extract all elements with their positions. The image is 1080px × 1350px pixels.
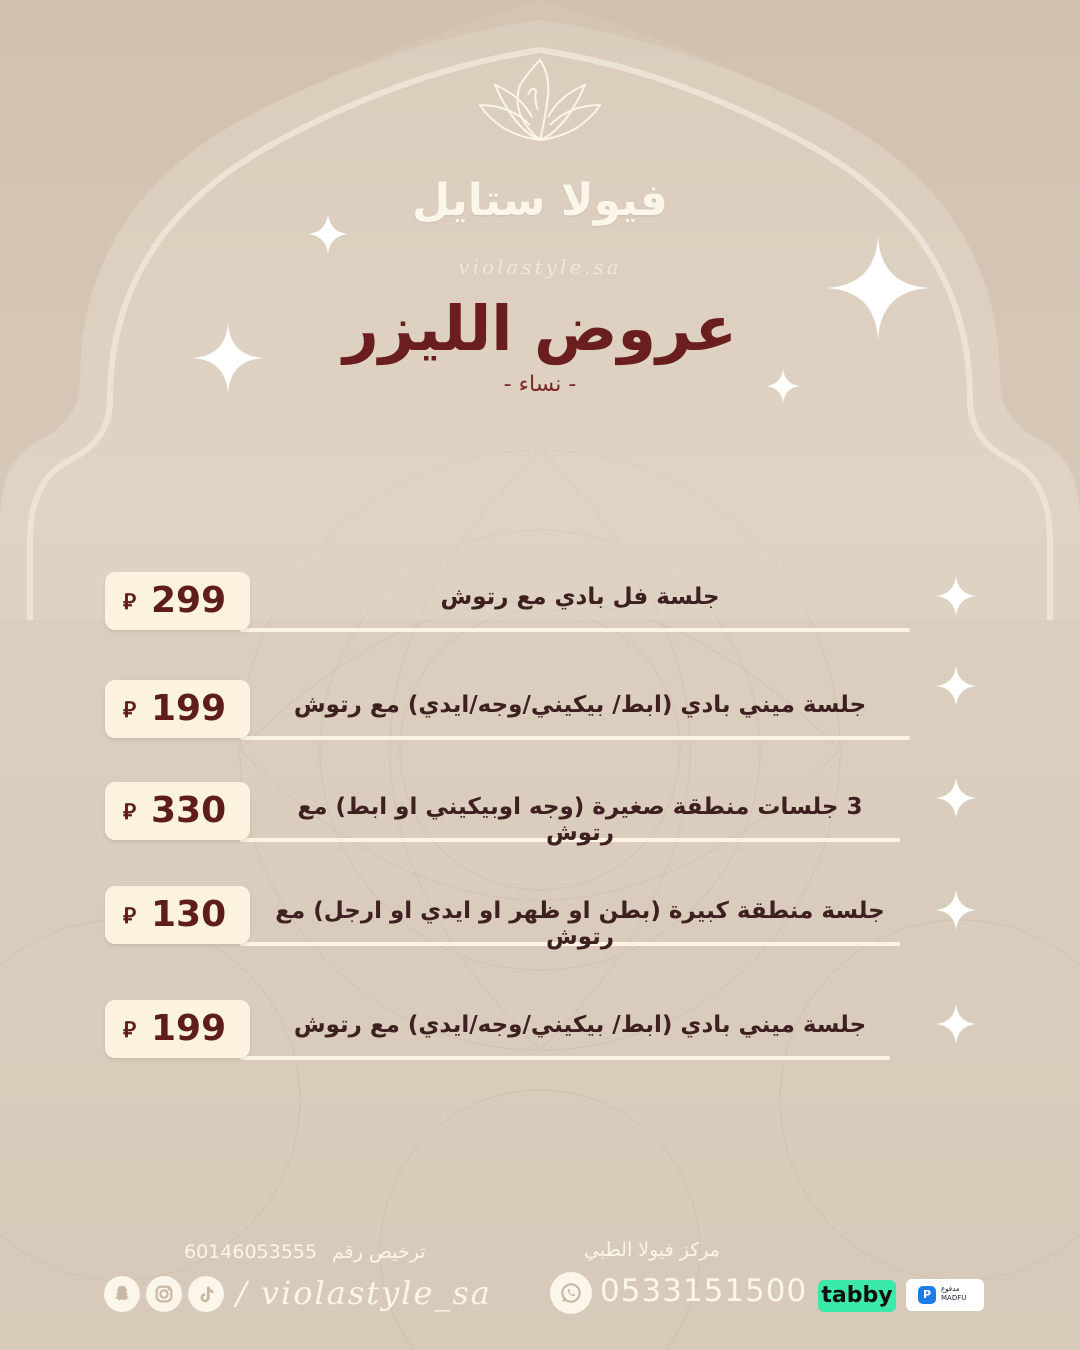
- phone-number[interactable]: 0533151500: [600, 1273, 808, 1309]
- offer-price: 299: [151, 580, 227, 621]
- sparkle-icon: [936, 778, 976, 818]
- price-badge: [105, 572, 250, 630]
- instagram-icon[interactable]: [146, 1276, 182, 1312]
- sparkle-icon: [936, 1004, 976, 1044]
- whatsapp-icon[interactable]: [550, 1272, 592, 1314]
- offer-price: 199: [151, 688, 227, 729]
- sparkle-icon: [308, 214, 348, 254]
- row-underline: [240, 1056, 890, 1060]
- currency-icon: ⃁: [123, 904, 137, 929]
- madfu-logo: [906, 1279, 984, 1311]
- brand-name: فيولا ستايل: [412, 175, 668, 226]
- snapchat-icon[interactable]: [104, 1276, 140, 1312]
- brand-handle: violastyle.sa: [458, 255, 622, 279]
- license-label: ترخيص رقم: [332, 1241, 426, 1263]
- offer-description: 3 جلسات منطقة صغيرة (وجه اوبيكيني او ابط) مع رتوش: [297, 794, 863, 846]
- offer-price: 330: [151, 790, 227, 831]
- sparkle-icon: [766, 369, 800, 403]
- price-badge: [105, 782, 250, 840]
- social-handle: / violastyle_sa: [236, 1274, 492, 1312]
- lotus-logo-icon: [470, 55, 610, 145]
- madfu-badge: P: [918, 1286, 936, 1304]
- price-badge: [105, 1000, 250, 1058]
- tiktok-icon[interactable]: [188, 1276, 224, 1312]
- madfu-label-ar: مدفوع: [941, 1285, 960, 1293]
- page-title: عروض الليزر: [343, 292, 737, 365]
- currency-icon: ⃁: [123, 1018, 137, 1043]
- offer-row: [100, 678, 915, 744]
- currency-icon: ⃁: [123, 698, 137, 723]
- row-underline: [240, 628, 910, 632]
- license-number: 60146053555: [184, 1241, 317, 1263]
- offer-price: 199: [151, 1008, 227, 1049]
- brand-logo: [400, 55, 680, 279]
- price-badge: [105, 886, 250, 944]
- offer-description: جلسة منطقة كبيرة (بطن او ظهر او ايدي او ارجل) مع رتوش: [275, 898, 885, 950]
- madfu-label-en: MADFU: [941, 1294, 967, 1302]
- currency-icon: ⃁: [123, 800, 137, 825]
- tabby-logo: tabby: [818, 1280, 896, 1312]
- center-name: مركز فيولا الطبي: [584, 1239, 720, 1261]
- row-underline: [240, 736, 910, 740]
- offer-description: جلسة فل بادي مع رتوش: [440, 584, 720, 610]
- offer-price: 130: [151, 894, 227, 935]
- offer-description: جلسة ميني بادي (ابط/ بيكيني/وجه/ايدي) مع رتوش: [293, 692, 867, 718]
- sparkle-icon: [826, 236, 930, 340]
- price-badge: [105, 680, 250, 738]
- offer-row: [100, 780, 915, 846]
- currency-icon: ⃁: [123, 590, 137, 615]
- offer-row: [100, 884, 915, 950]
- sparkle-icon: [936, 666, 976, 706]
- sparkle-icon: [936, 890, 976, 930]
- sparkle-icon: [936, 576, 976, 616]
- offer-row: [100, 998, 915, 1064]
- offer-description: جلسة ميني بادي (ابط/ بيكيني/وجه/ايدي) مع رتوش: [293, 1012, 867, 1038]
- offer-row: [100, 570, 915, 636]
- madfu-text: [941, 1285, 966, 1303]
- page-subtitle: - نساء -: [503, 372, 577, 397]
